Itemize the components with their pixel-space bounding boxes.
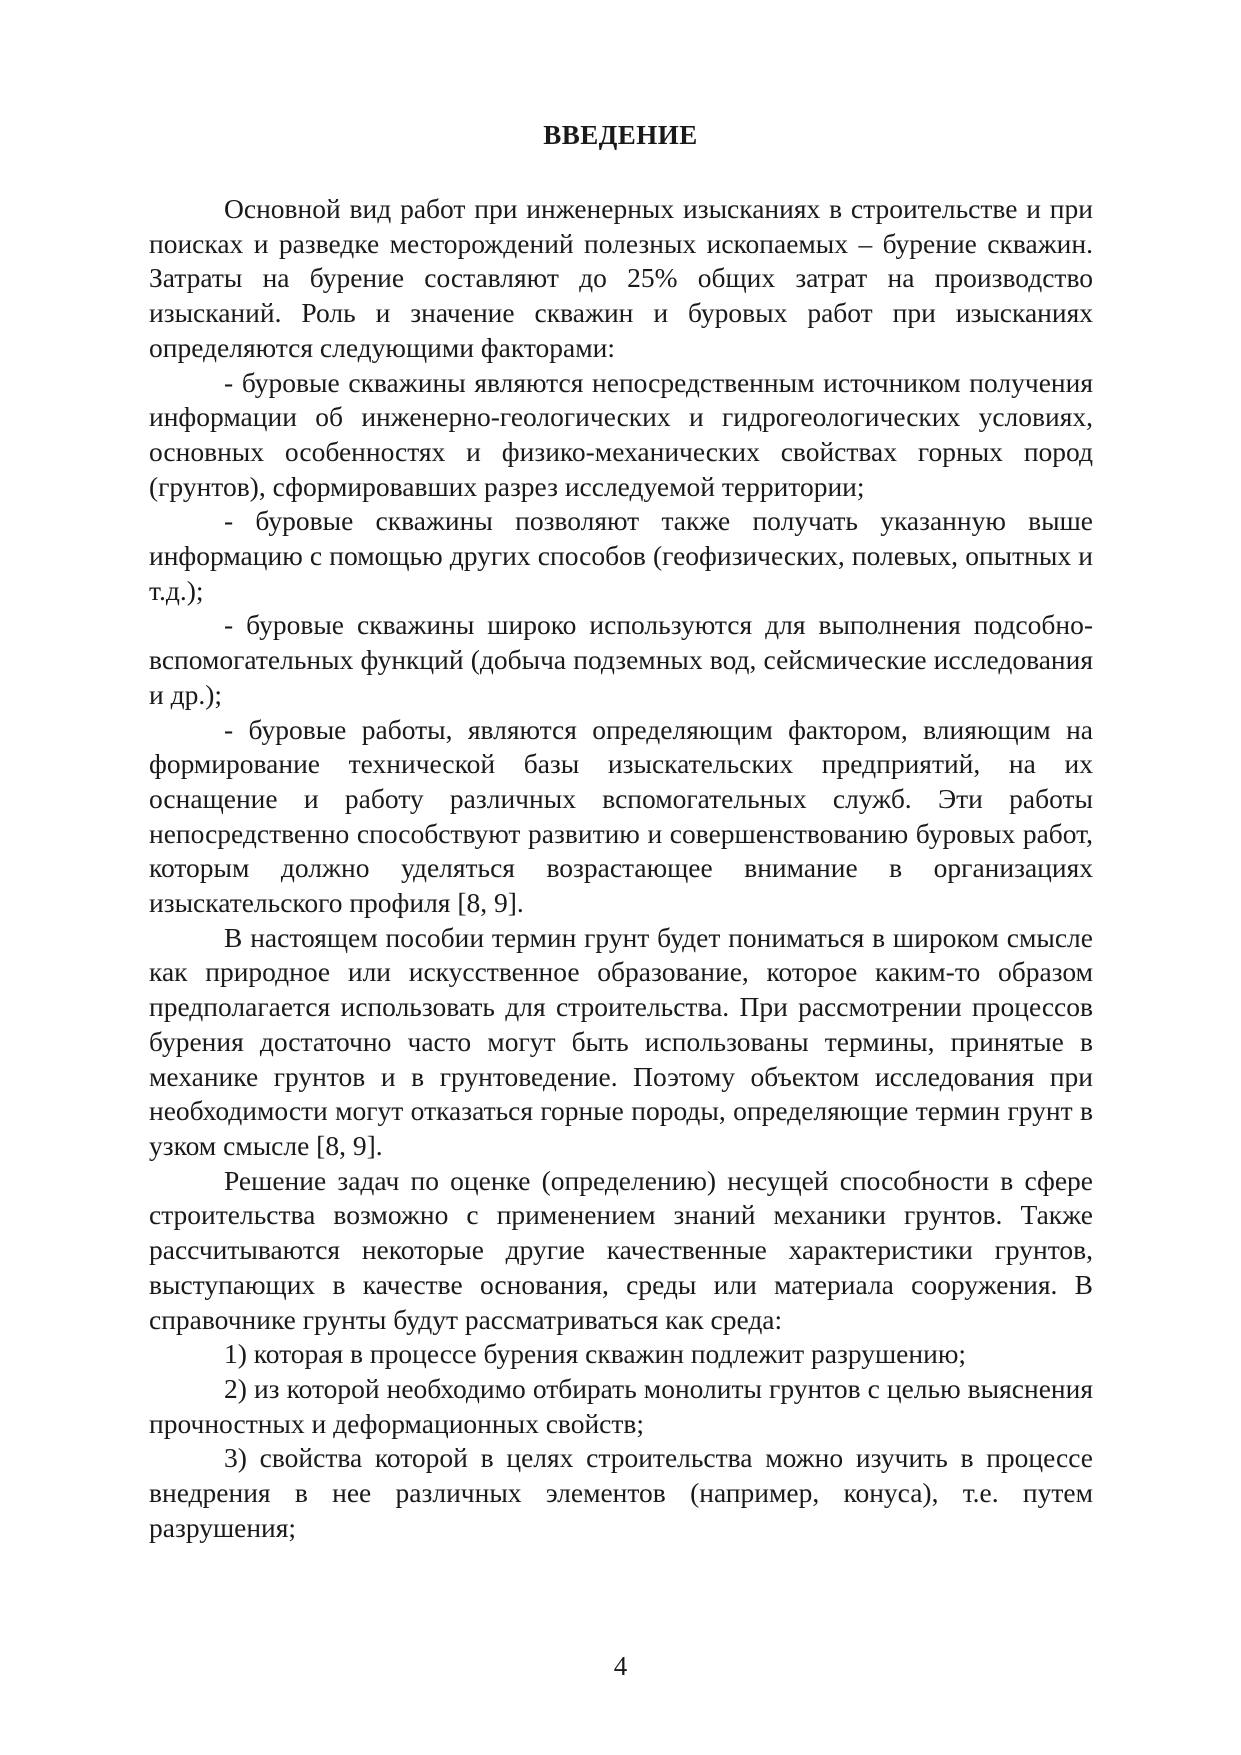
page-number: 4 <box>613 1651 628 1681</box>
list-item: 2) из которой необходимо отбирать монолиты грунтов с целью выяснения прочностных и деформационных свойств; <box>149 1372 1093 1439</box>
body-text <box>149 192 1093 1545</box>
paragraph-ground-term: В настоящем пособии термин грунт будет пониматься в широком смысле как природное или искусственное образование, которое каким-то образом предполагается использовать для строительства. При рассмотрении процессов бурения достаточно часто могут быть использованы термины, принятые в механике грунтов и в грунтоведение. Поэтому объектом исследования при необходимости могут отказаться горные породы, определяющие термин грунт в узком смысле [8, 9]. <box>149 921 1093 1161</box>
list-item: - буровые скважины позволяют также получать указанную выше информацию с помощью других способов (геофизических, полевых, опытных и т.д.); <box>149 505 1093 606</box>
paragraph-intro: Основной вид работ при инженерных изысканиях в строительстве и при поисках и разведке месторождений полезных ископаемых – бурение скважин. Затраты на бурение составляют до 25% общих затрат на производство изысканий. Роль и значение скважин и буровых работ при изысканиях определяются следующими факторами: <box>149 193 1093 363</box>
list-item: - буровые скважины являются непосредственным источником получения информации об инженерно-геологических и гидрогеологических условиях, основных особенностях и физико-механических свойствах горных пород (грунтов), сформировавших разрез исследуемой территории; <box>149 366 1093 502</box>
section-title: ВВЕДЕНИЕ <box>543 120 698 150</box>
list-item: 3) свойства которой в целях строительства можно изучить в процессе внедрения в нее различных элементов (например, конуса), т.е. путем разрушения; <box>149 1442 1093 1543</box>
paragraph-bearing-capacity: Решение задач по оценке (определению) несущей способности в сфере строительства возможно с применением знаний механики грунтов. Также рассчитываются некоторые другие качественные характеристики грунтов, выступающих в качестве основания, среды или материала сооружения. В справочнике грунты будут рассматриваться как среда: <box>149 1164 1093 1335</box>
list-item: - буровые скважины широко используются для выполнения подсобно-вспомогательных функций (добыча подземных вод, сейсмические исследования и др.); <box>149 609 1093 710</box>
list-item: - буровые работы, являются определяющим фактором, влияющим на формирование технической базы изыскательских предприятий, на их оснащение и работу различных вспомогательных служб. Эти работы непосредственно способствуют развитию и совершенствованию буровых работ, которым должно уделяться возрастающее внимание в организациях изыскательского профиля [8, 9]. <box>149 713 1093 919</box>
list-item: 1) которая в процессе бурения скважин подлежит разрушению; <box>224 1338 967 1370</box>
